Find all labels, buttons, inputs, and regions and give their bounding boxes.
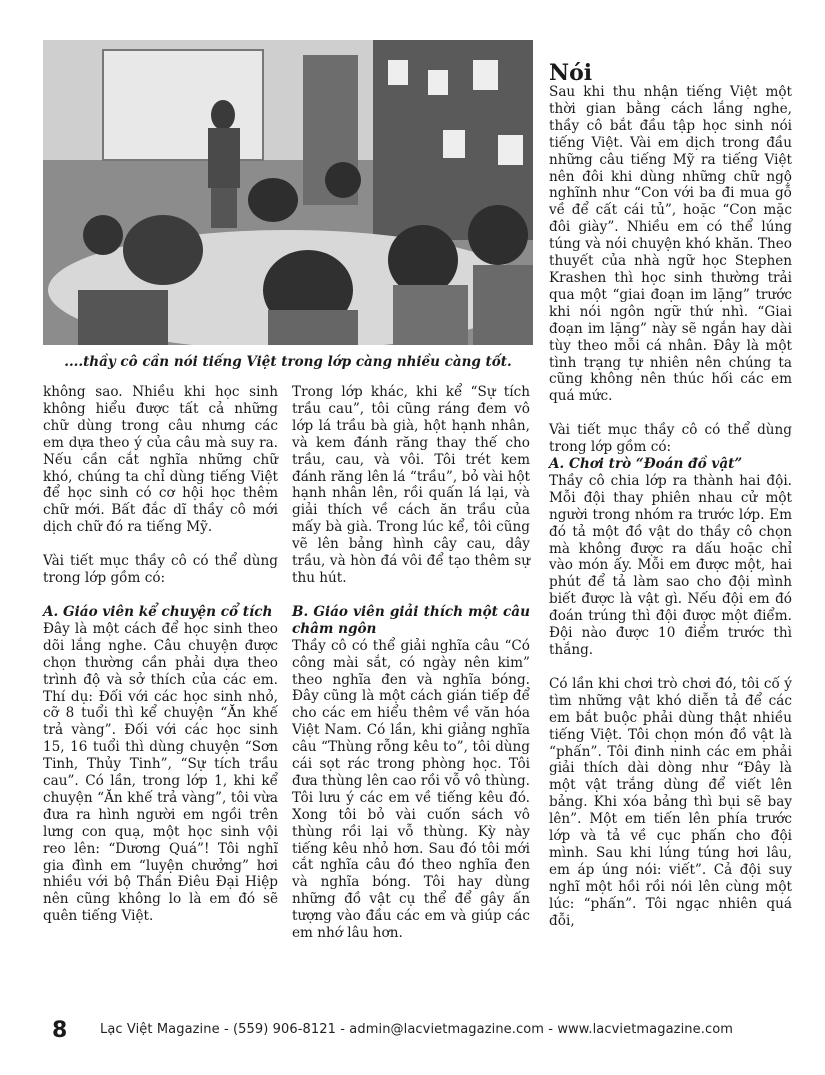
article-column-1: [43, 384, 278, 942]
paragraph: Trong lớp khác, khi kể “Sự tích trầu cau”, tôi cũng ráng đem vô lớp lá trầu bà già, hột hạnh nhân, và kem đánh răng thay thế cho trầu, cau, và vôi. Tôi trét kem đánh răng lên lá “trầu”, bỏ vài hột hạnh nhân lên, rồi quấn lá lại, và giải thích về cách ăn trầu của mấy bà già. Trong lúc kể, tôi cũng vẽ lên bảng hình cây cau, dây trầu, và hòn đá vôi để tạo thêm sự thu hút.: [292, 384, 530, 586]
paragraph: Vài tiết mục thầy cô có thể dùng trong lớp gồm có:: [43, 553, 278, 587]
footer-contact: Lạc Việt Magazine - (559) 906-8121 - admin@lacvietmagazine.com - www.lacvietmagazine.com: [100, 1022, 734, 1037]
paragraph: Thầy cô có thể giải nghĩa câu “Có công mài sắt, có ngày nên kim” theo nghĩa đen và nghĩa bóng. Đây cũng là một cách gián tiếp để cho các em hiểu thêm về văn hóa Việt Nam. Có lần, khi giảng nghĩa câu “Thùng rỗng kêu to”, tôi dùng cái sọt rác trong phòng học. Tôi đưa thùng lên cao rồi vỗ vô thùng. Tôi lưu ý các em về tiếng kêu đó. Xong tôi bỏ vài cuốn sách vô thùng rồi lại vỗ thùng. Kỳ này tiếng kêu nhỏ hơn. Sau đó tôi mới cắt nghĩa câu đó theo nghĩa đen và nghĩa bóng. Tôi hay dùng những đồ vật cụ thể để gây ấn tượng vào đầu các em và giúp các em nhớ lâu hơn.: [292, 637, 530, 942]
paragraph: Thầy cô chia lớp ra thành hai đội. Mỗi đội thay phiên nhau cử một người trong nhóm ra trước lớp. Em đó tả một đồ vật do thầy cô chọn mà không được ra dấu hoặc chỉ vào món ấy. Mỗi em được một, hai phút để tả làm sao cho đội mình biết được là vật gì. Nếu đội em đó đoán trúng thì đội được một điểm. Đội nào được 10 điểm trước thì thắng.: [549, 472, 792, 658]
paragraph: Có lần khi chơi trò chơi đó, tôi cố ý tìm những vật khó diễn tả để các em bắt buộc phải dùng thật nhiều tiếng Việt. Tôi chọn món đồ vật là “phấn”. Tôi đinh ninh các em phải giải thích dài dòng như “Đây là một vật trắng dùng để viết lên bảng. Khi xóa bảng thì bụi sẽ bay lên”. Một em tiến lên phía trước lớp và tả về cục phấn cho đội mình. Sau khi lúng túng hơi lâu, em áp úng nói: viết”. Cả đội suy nghĩ một hồi rồi nói lên cùng một lúc: “phấn”. Tôi ngạc nhiên quá đỗi,: [549, 675, 792, 929]
paragraph: Sau khi thu nhận tiếng Việt một thời gian bằng cách lắng nghe, thầy cô bắt đầu tập học sinh nói tiếng Việt. Vài em dịch trong đầu những câu tiếng Mỹ ra tiếng Việt nên đôi khi dùng những chữ ngộ nghĩnh như “Con với ba đi mua gỗ về để cất cái tủ”, hoặc “Con mặc đôi giày”. Nhiều em có thể lúng túng và nói chuyện khó khăn. Theo thuyết của nhà ngữ học Stephen Krashen thì học sinh thường trải qua một “giai đoạn im lặng” trước khi nói ngôn ngữ thứ nhì. “Giai đoạn im lặng” này sẽ ngắn hay dài tùy theo mỗi cá nhân. Đây là một tình trạng tự nhiên nên chúng ta cũng không nên thúc hối các em quá mức.: [549, 84, 792, 405]
paragraph: Vài tiết mục thầy cô có thể dùng trong lớp gồm có:: [549, 422, 792, 456]
article-column-2: [292, 384, 530, 959]
classroom-photo: [43, 40, 533, 345]
photo-caption: ....thầy cô cần nói tiếng Việt trong lớp càng nhiều càng tốt.: [64, 354, 512, 370]
page-footer: [0, 1018, 825, 1042]
paragraph: Đây là một cách để học sinh theo dõi lắng nghe. Câu chuyện được chọn thường cần phải dựa theo trình độ và sở thích của các em. Thí dụ: Đối với các học sinh nhỏ, cỡ 8 tuổi thì kể chuyện “Ăn khế trả vàng”. Đối với các học sinh 15, 16 tuổi thì dùng chuyện “Sơn Tinh, Thủy Tinh”, “Sự tích trầu cau”. Có lần, trong lớp 1, khi kể chuyện “Ăn khế trả vàng”, tôi vừa đưa ra hình người em ngồi trên lưng con quạ, một học sinh vội reo lên: “Dương Quá”! Tôi nghĩ gia đình em “luyện chưởng” hơi nhiều với bộ Thần Điêu Đại Hiệp nên cũng không lo là em đó sẽ quên tiếng Việt.: [43, 620, 278, 925]
subheading: A. Giáo viên kể chuyện cổ tích: [43, 603, 273, 620]
section-title: Nói: [549, 60, 593, 86]
classroom-photo-icon: [43, 40, 533, 345]
paragraph: không sao. Nhiều khi học sinh không hiểu được tất cả những chữ dùng trong câu nhưng các em dựa theo ý của câu mà suy ra. Nếu cần cắt nghĩa những chữ khó, chúng ta chỉ dùng tiếng Việt để học sinh có cơ hội học thêm chữ mới. Bất đắc dĩ thầy cô mới dịch chữ đó ra tiếng Mỹ.: [43, 384, 278, 536]
subheading: A. Chơi trò “Đoán đồ vật”: [549, 456, 743, 473]
subheading: B. Giáo viên giải thích một câu châm ngôn: [292, 603, 530, 637]
page-number: 8: [52, 1018, 68, 1043]
article-column-3: [549, 84, 792, 947]
